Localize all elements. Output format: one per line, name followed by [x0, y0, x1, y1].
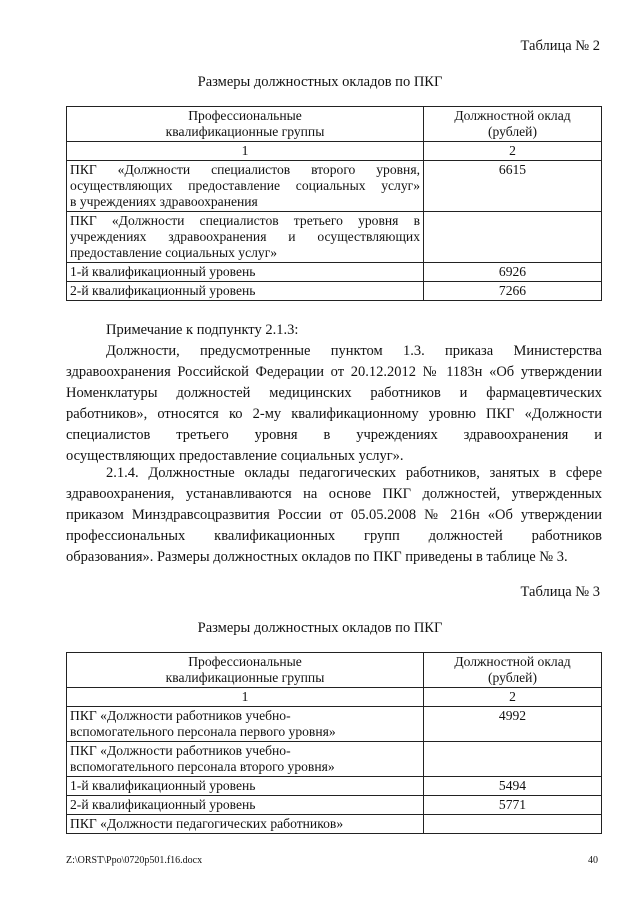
table2-row-value — [424, 212, 602, 263]
table2-row-name: ПКГ «Должности специалистов третьего уровня в учреждениях здравоохранения и осуществляющих предоставление социальных услуг» — [67, 212, 424, 263]
table3-caption: Таблица № 3 — [520, 584, 600, 600]
footer-file-path: Z:\ORST\Ppo\0720p501.f16.docx — [66, 855, 203, 866]
table2 — [66, 106, 602, 301]
table-row — [67, 777, 602, 796]
table3-header-row — [67, 653, 602, 688]
note-heading: Примечание к подпункту 2.1.3: — [106, 322, 299, 338]
note-line: осуществляющих предоставление социальных услуг». — [66, 448, 404, 464]
section-line: приказом Минздравсоцразвития России от 05.05.2008 № 216н «Об утверждении — [66, 507, 602, 523]
table2-numbering-row: 1 2 — [67, 142, 602, 161]
table-row — [67, 282, 602, 301]
table3-row-value — [424, 742, 602, 777]
table2-title: Размеры должностных окладов по ПКГ — [197, 74, 443, 90]
table3 — [66, 652, 602, 834]
note-line: специалистов третьего уровня в учреждениях здравоохранения и — [66, 427, 602, 443]
note-block — [66, 320, 602, 467]
note-line: работников», относятся ко 2-му квалификационному уровню ПКГ «Должности — [66, 406, 602, 422]
table3-row-value: 5771 — [424, 796, 602, 815]
table2-header-salary: Должностной оклад (рублей) — [424, 107, 602, 142]
table2-row-value: 7266 — [424, 282, 602, 301]
table2-header-groups: Профессиональные квалификационные группы — [67, 107, 424, 142]
section-2-1-4 — [66, 463, 602, 568]
section-line: профессиональных квалификационных групп должностей работников — [66, 528, 602, 544]
table-row — [67, 707, 602, 742]
table3-row-name: 1-й квалификационный уровень — [67, 777, 424, 796]
table-row — [67, 263, 602, 282]
table2-row-name: 2-й квалификационный уровень — [67, 282, 424, 301]
table-row — [67, 796, 602, 815]
section-line: образования». Размеры должностных окладов по ПКГ приведены в таблице № 3. — [66, 549, 568, 565]
table3-title: Размеры должностных окладов по ПКГ — [197, 620, 443, 636]
table2-row-name: 1-й квалификационный уровень — [67, 263, 424, 282]
table3-row-name: ПКГ «Должности работников учебно- вспомогательного персонала второго уровня» — [67, 742, 424, 777]
table2-row-value: 6615 — [424, 161, 602, 212]
table3-row-value — [424, 815, 602, 834]
table-row — [67, 742, 602, 777]
table3-row-value: 4992 — [424, 707, 602, 742]
table2-header-row — [67, 107, 602, 142]
table3-row-name: ПКГ «Должности работников учебно- вспомогательного персонала первого уровня» — [67, 707, 424, 742]
table3-row-name: 2-й квалификационный уровень — [67, 796, 424, 815]
table3-row-name: ПКГ «Должности педагогических работников» — [67, 815, 424, 834]
note-line: здравоохранения Российской Федерации от 20.12.2012 № 1183н «Об утверждении — [66, 364, 602, 380]
table3-numbering-row: 1 2 — [67, 688, 602, 707]
table3-row-value: 5494 — [424, 777, 602, 796]
table2-row-value: 6926 — [424, 263, 602, 282]
table-row — [67, 815, 602, 834]
note-line: Должности, предусмотренные пунктом 1.3. приказа Министерства — [106, 343, 602, 359]
footer-page-number: 40 — [588, 855, 598, 866]
table3-header-salary: Должностной оклад (рублей) — [424, 653, 602, 688]
note-line: Номенклатуры должностей медицинских работников и фармацевтических — [66, 385, 602, 401]
table3-header-groups: Профессиональные квалификационные группы — [67, 653, 424, 688]
table-row — [67, 212, 602, 263]
table2-row-name: ПКГ «Должности специалистов второго уровня, осуществляющих предоставление социальных услуг» в учреждениях здравоохранения — [67, 161, 424, 212]
section-line: здравоохранения, устанавливаются на основе ПКГ должностей, утвержденных — [66, 486, 602, 502]
table-row — [67, 161, 602, 212]
table2-caption: Таблица № 2 — [520, 38, 600, 54]
section-line: 2.1.4. Должностные оклады педагогических работников, занятых в сфере — [106, 465, 602, 481]
